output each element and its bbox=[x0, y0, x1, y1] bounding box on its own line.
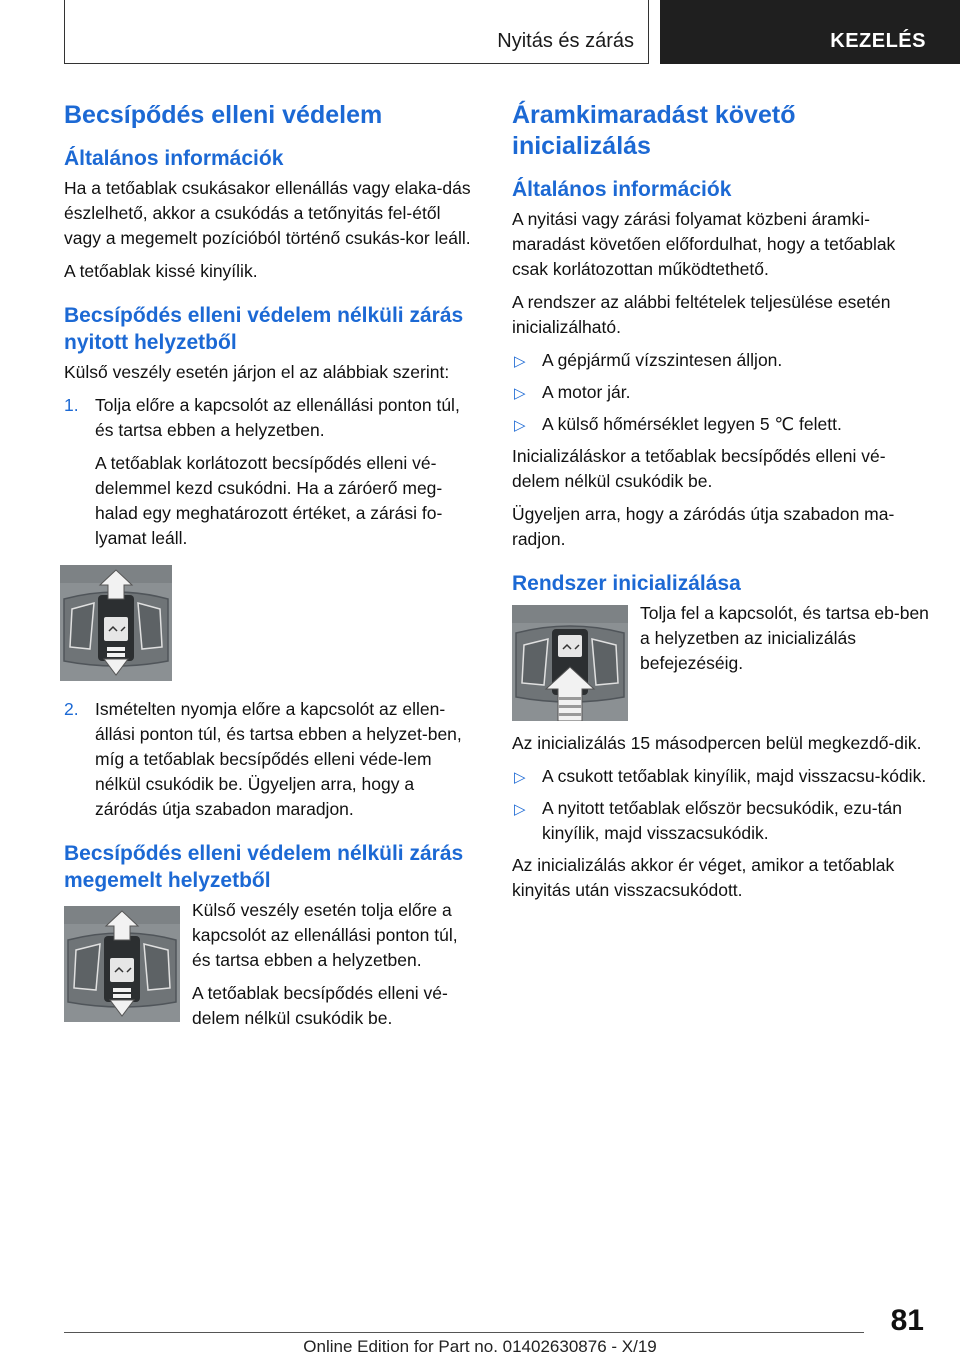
left-paragraph-3: Külső veszély esetén járjon el az alábbiak szerint: bbox=[64, 362, 450, 382]
triangle-right-icon: ▷ bbox=[514, 769, 526, 786]
left-subheading-open: Becsípődés elleni védelem nélküli zárás nyitott helyzetből bbox=[64, 304, 464, 354]
condition-item bbox=[512, 412, 930, 437]
step-2 bbox=[64, 697, 476, 822]
left-paragraph-4: Külső veszély esetén tolja előre a kapcsolót az ellenállási ponton túl, és tartsa ebben a helyzetben. bbox=[192, 900, 458, 970]
condition-item bbox=[512, 380, 930, 405]
left-paragraph-1: Ha a tetőablak csukásakor ellenállás vagy elaka-dás észlelhető, akkor a csukódás a tetőnyitás fel-étől vagy a megemelt pozícióból történő csukás-kor leáll. bbox=[64, 178, 471, 248]
step-1-number: 1. bbox=[64, 395, 79, 415]
condition-item-text: A motor jár. bbox=[542, 382, 631, 402]
init-result-item-text: A nyitott tetőablak először becsukódik, ezu-tán kinyílik, majd visszacsukódik. bbox=[542, 798, 902, 843]
triangle-right-icon: ▷ bbox=[514, 385, 526, 402]
left-paragraph-2: A tetőablak kissé kinyílik. bbox=[64, 261, 258, 281]
right-paragraph-4: Ügyeljen arra, hogy a záródás útja szabadon ma-radjon. bbox=[512, 504, 895, 549]
right-paragraph-5: Tolja fel a kapcsolót, és tartsa eb-ben a helyzetben az inicializálás befejezéséig. bbox=[640, 603, 929, 673]
init-result-item-text: A csukott tetőablak kinyílik, majd visszacsu-kódik. bbox=[542, 766, 927, 786]
header-section-box bbox=[64, 0, 649, 64]
switch-push-forward-raised-image bbox=[64, 906, 180, 1022]
left-subheading-raised: Becsípődés elleni védelem nélküli zárás megemelt helyzetből bbox=[64, 842, 464, 892]
step-1-text-2: A tetőablak korlátozott becsípődés elleni vé-delemmel kezd csukódni. Ha a záróerő meg-halad egy meghatározott értéket, a zárási fo-lyamat leáll. bbox=[95, 453, 443, 548]
footer-edition: Online Edition for Part no. 01402630876 - X/19 bbox=[303, 1337, 657, 1356]
left-title: Becsípődés elleni védelem bbox=[64, 101, 383, 129]
raised-close-block bbox=[64, 898, 476, 1039]
init-block bbox=[512, 601, 930, 721]
header-chapter-box bbox=[660, 0, 960, 64]
step-2-number: 2. bbox=[64, 699, 79, 719]
step-1 bbox=[64, 393, 476, 551]
left-column bbox=[64, 100, 476, 1047]
raised-close-text bbox=[192, 898, 476, 1039]
init-result-item bbox=[512, 796, 930, 846]
condition-item-text: A gépjármű vízszintesen álljon. bbox=[542, 350, 783, 370]
right-paragraph-7: Az inicializálás akkor ér véget, amikor a tetőablak kinyitás után visszacsukódott. bbox=[512, 855, 895, 900]
step-2-text: Ismételten nyomja előre a kapcsolót az ellen-állási ponton túl, és tartsa ebben a helyzet-ben, míg a tetőablak becsípődés elleni véde-lem nélkül csukódik be. Ügyeljen arra, hogy a záródás útja szabadon maradjon. bbox=[95, 699, 462, 819]
page-number: 81 bbox=[890, 1304, 924, 1337]
header-section-title: Nyitás és zárás bbox=[497, 30, 634, 52]
switch-push-forward-image bbox=[60, 565, 172, 681]
step-1-text: Tolja előre a kapcsolót az ellenállási ponton túl, és tartsa ebben a helyzetben. bbox=[95, 395, 460, 440]
right-paragraph-6: Az inicializálás 15 másodpercen belül megkezdő-dik. bbox=[512, 733, 922, 753]
triangle-right-icon: ▷ bbox=[514, 353, 526, 370]
switch-push-up-image bbox=[512, 605, 628, 721]
triangle-right-icon: ▷ bbox=[514, 801, 526, 818]
init-result-item bbox=[512, 764, 930, 789]
condition-item bbox=[512, 348, 930, 373]
right-title: Áramkimaradást követő inicializálás bbox=[512, 101, 796, 160]
header-chapter-title: KEZELÉS bbox=[830, 30, 926, 52]
right-column bbox=[512, 100, 930, 911]
right-subheading-init: Rendszer inicializálása bbox=[512, 572, 741, 595]
triangle-right-icon: ▷ bbox=[514, 417, 526, 434]
footer-divider bbox=[64, 1332, 864, 1333]
right-paragraph-3: Inicializáláskor a tetőablak becsípődés elleni vé-delem nélkül csukódik be. bbox=[512, 446, 886, 491]
condition-item-text: A külső hőmérséklet legyen 5 ℃ felett. bbox=[542, 414, 842, 434]
left-subheading-general: Általános információk bbox=[64, 147, 284, 170]
right-subheading-general: Általános információk bbox=[512, 178, 732, 201]
init-text bbox=[640, 601, 930, 721]
left-paragraph-5: A tetőablak becsípődés elleni vé-delem nélkül csukódik be. bbox=[192, 983, 448, 1028]
right-paragraph-2: A rendszer az alábbi feltételek teljesülése esetén inicializálható. bbox=[512, 292, 891, 337]
right-paragraph-1: A nyitási vagy zárási folyamat közbeni áramki-maradást követően előfordulhat, hogy a tetőablak csak korlátozottan működtethető. bbox=[512, 209, 896, 279]
